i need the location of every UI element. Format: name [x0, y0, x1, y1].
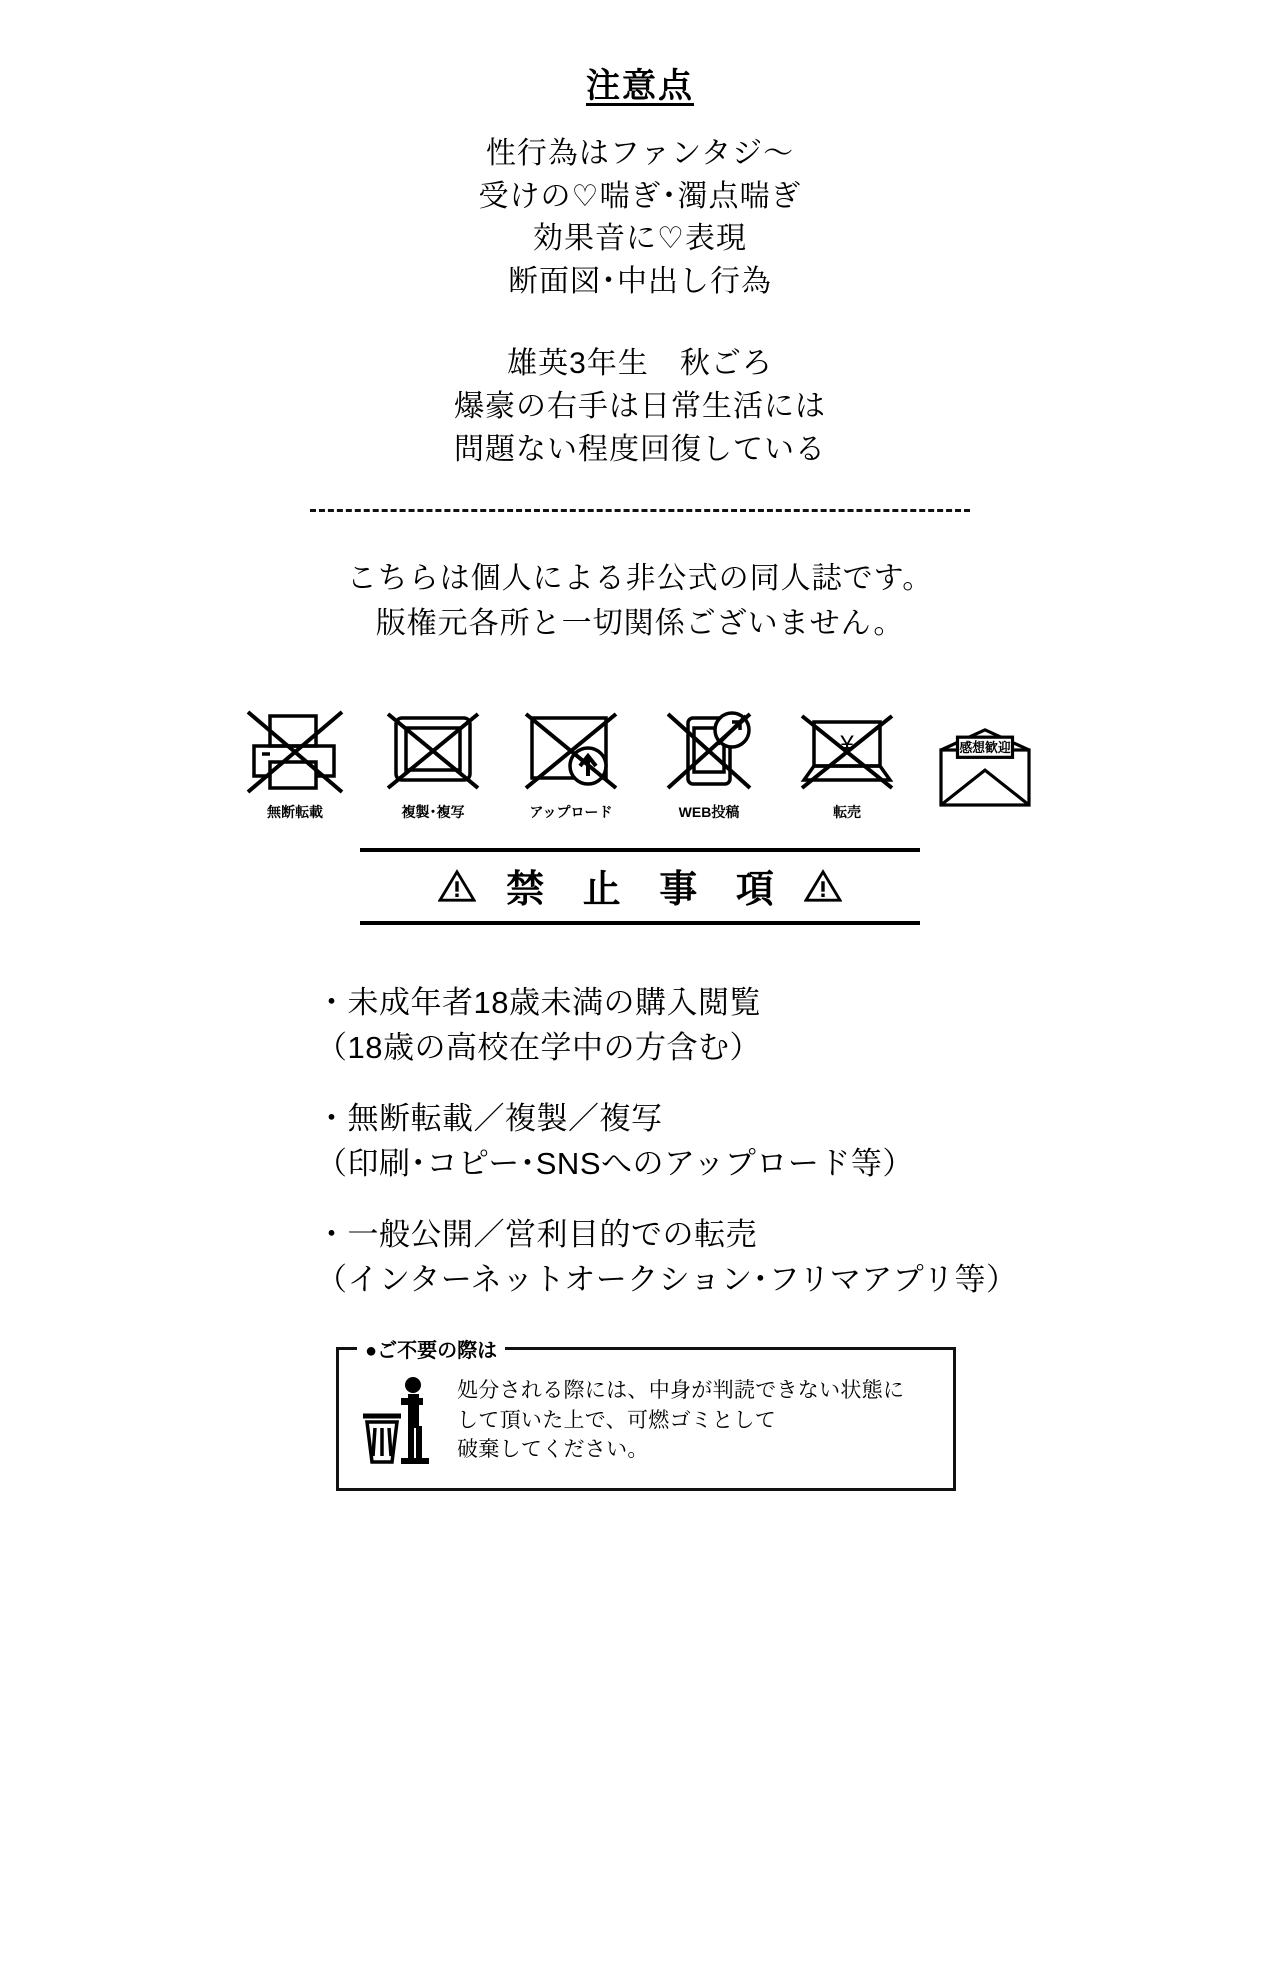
- content-notes: [120, 133, 1160, 303]
- warning-triangle-icon: [804, 869, 842, 903]
- content-note-line: 受けの♡喘ぎ･濁点喘ぎ: [478, 179, 802, 213]
- setting-note-line: 雄英3年生 秋ごろ: [507, 347, 773, 381]
- prohibited-item-sub: （印刷･コピー･SNSへのアップロード等）: [316, 1145, 914, 1181]
- prohibition-banner: [360, 848, 920, 925]
- list-item: [316, 1213, 1160, 1303]
- prohibited-item-main: ・無断転載／複製／複写: [316, 1101, 663, 1137]
- setting-note-line: 問題ない程度回復している: [454, 432, 826, 466]
- disposal-box: [336, 1339, 956, 1491]
- disclaimer: [120, 556, 1160, 646]
- no-reprint-icon: [240, 708, 350, 800]
- icon-caption: 無断転載: [267, 804, 323, 821]
- icon-cell-no-copy: [373, 708, 493, 822]
- no-resale-icon: [792, 708, 902, 800]
- icon-caption: アップロード: [529, 804, 613, 821]
- svg-text:¥: ¥: [840, 731, 854, 759]
- icon-caption: WEB投稿: [678, 804, 740, 821]
- content-note-line: 断面図･中出し行為: [508, 264, 772, 298]
- no-upload-icon: [516, 708, 626, 800]
- icon-caption: 転売: [833, 804, 861, 821]
- icon-caption: 複製･複写: [401, 804, 465, 821]
- dashed-divider: [310, 509, 970, 512]
- list-item: [316, 1097, 1160, 1187]
- icon-cell-feedback-welcome: [925, 722, 1045, 822]
- no-web-post-icon: [654, 708, 764, 800]
- content-note-line: 性行為はファンタジ〜: [485, 137, 795, 170]
- prohibited-item-sub: （インターネットオークション･フリマアプリ等）: [316, 1261, 1018, 1297]
- disposal-line: して頂いた上で、可燃ゴミとして: [457, 1408, 777, 1432]
- restriction-icon-row: [120, 708, 1160, 822]
- prohibited-item-sub: （18歳の高校在学中の方含む）: [316, 1030, 761, 1066]
- page-title: 注意点: [586, 67, 694, 105]
- prohibited-items-list: [120, 981, 1160, 1303]
- warning-triangle-icon: [438, 869, 476, 903]
- content-note-line: 効果音に♡表現: [533, 222, 747, 256]
- disposal-text: [457, 1372, 904, 1465]
- disposal-line: 破棄してください。: [457, 1438, 649, 1462]
- setting-notes: [120, 343, 1160, 471]
- icon-cell-no-web-post: [649, 708, 769, 822]
- disposal-legend: ●ご不要の際は: [357, 1334, 505, 1363]
- list-item: [316, 981, 1160, 1071]
- no-copy-icon: [378, 708, 488, 800]
- icon-cell-no-reprint: [235, 708, 355, 822]
- prohibited-item-main: ・一般公開／営利目的での転売: [316, 1216, 757, 1252]
- notice-page: [120, 0, 1160, 1491]
- icon-cell-no-upload: [511, 708, 631, 822]
- feedback-welcome-icon: [930, 722, 1040, 822]
- trash-disposal-icon: [357, 1372, 443, 1468]
- setting-note-line: 爆豪の右手は日常生活には: [454, 389, 826, 423]
- icon-cell-no-resale: [787, 708, 907, 822]
- disclaimer-line: 版権元各所と一切関係ございません。: [375, 607, 905, 641]
- prohibited-item-main: ・未成年者18歳未満の購入閲覧: [316, 985, 761, 1021]
- svg-text:感想歓迎: 感想歓迎: [959, 739, 1011, 755]
- disclaimer-line: こちらは個人による非公式の同人誌です。: [346, 562, 934, 596]
- disposal-line: 処分される際には、中身が判読できない状態に: [457, 1378, 905, 1402]
- banner-label: 禁 止 事 項: [506, 869, 788, 912]
